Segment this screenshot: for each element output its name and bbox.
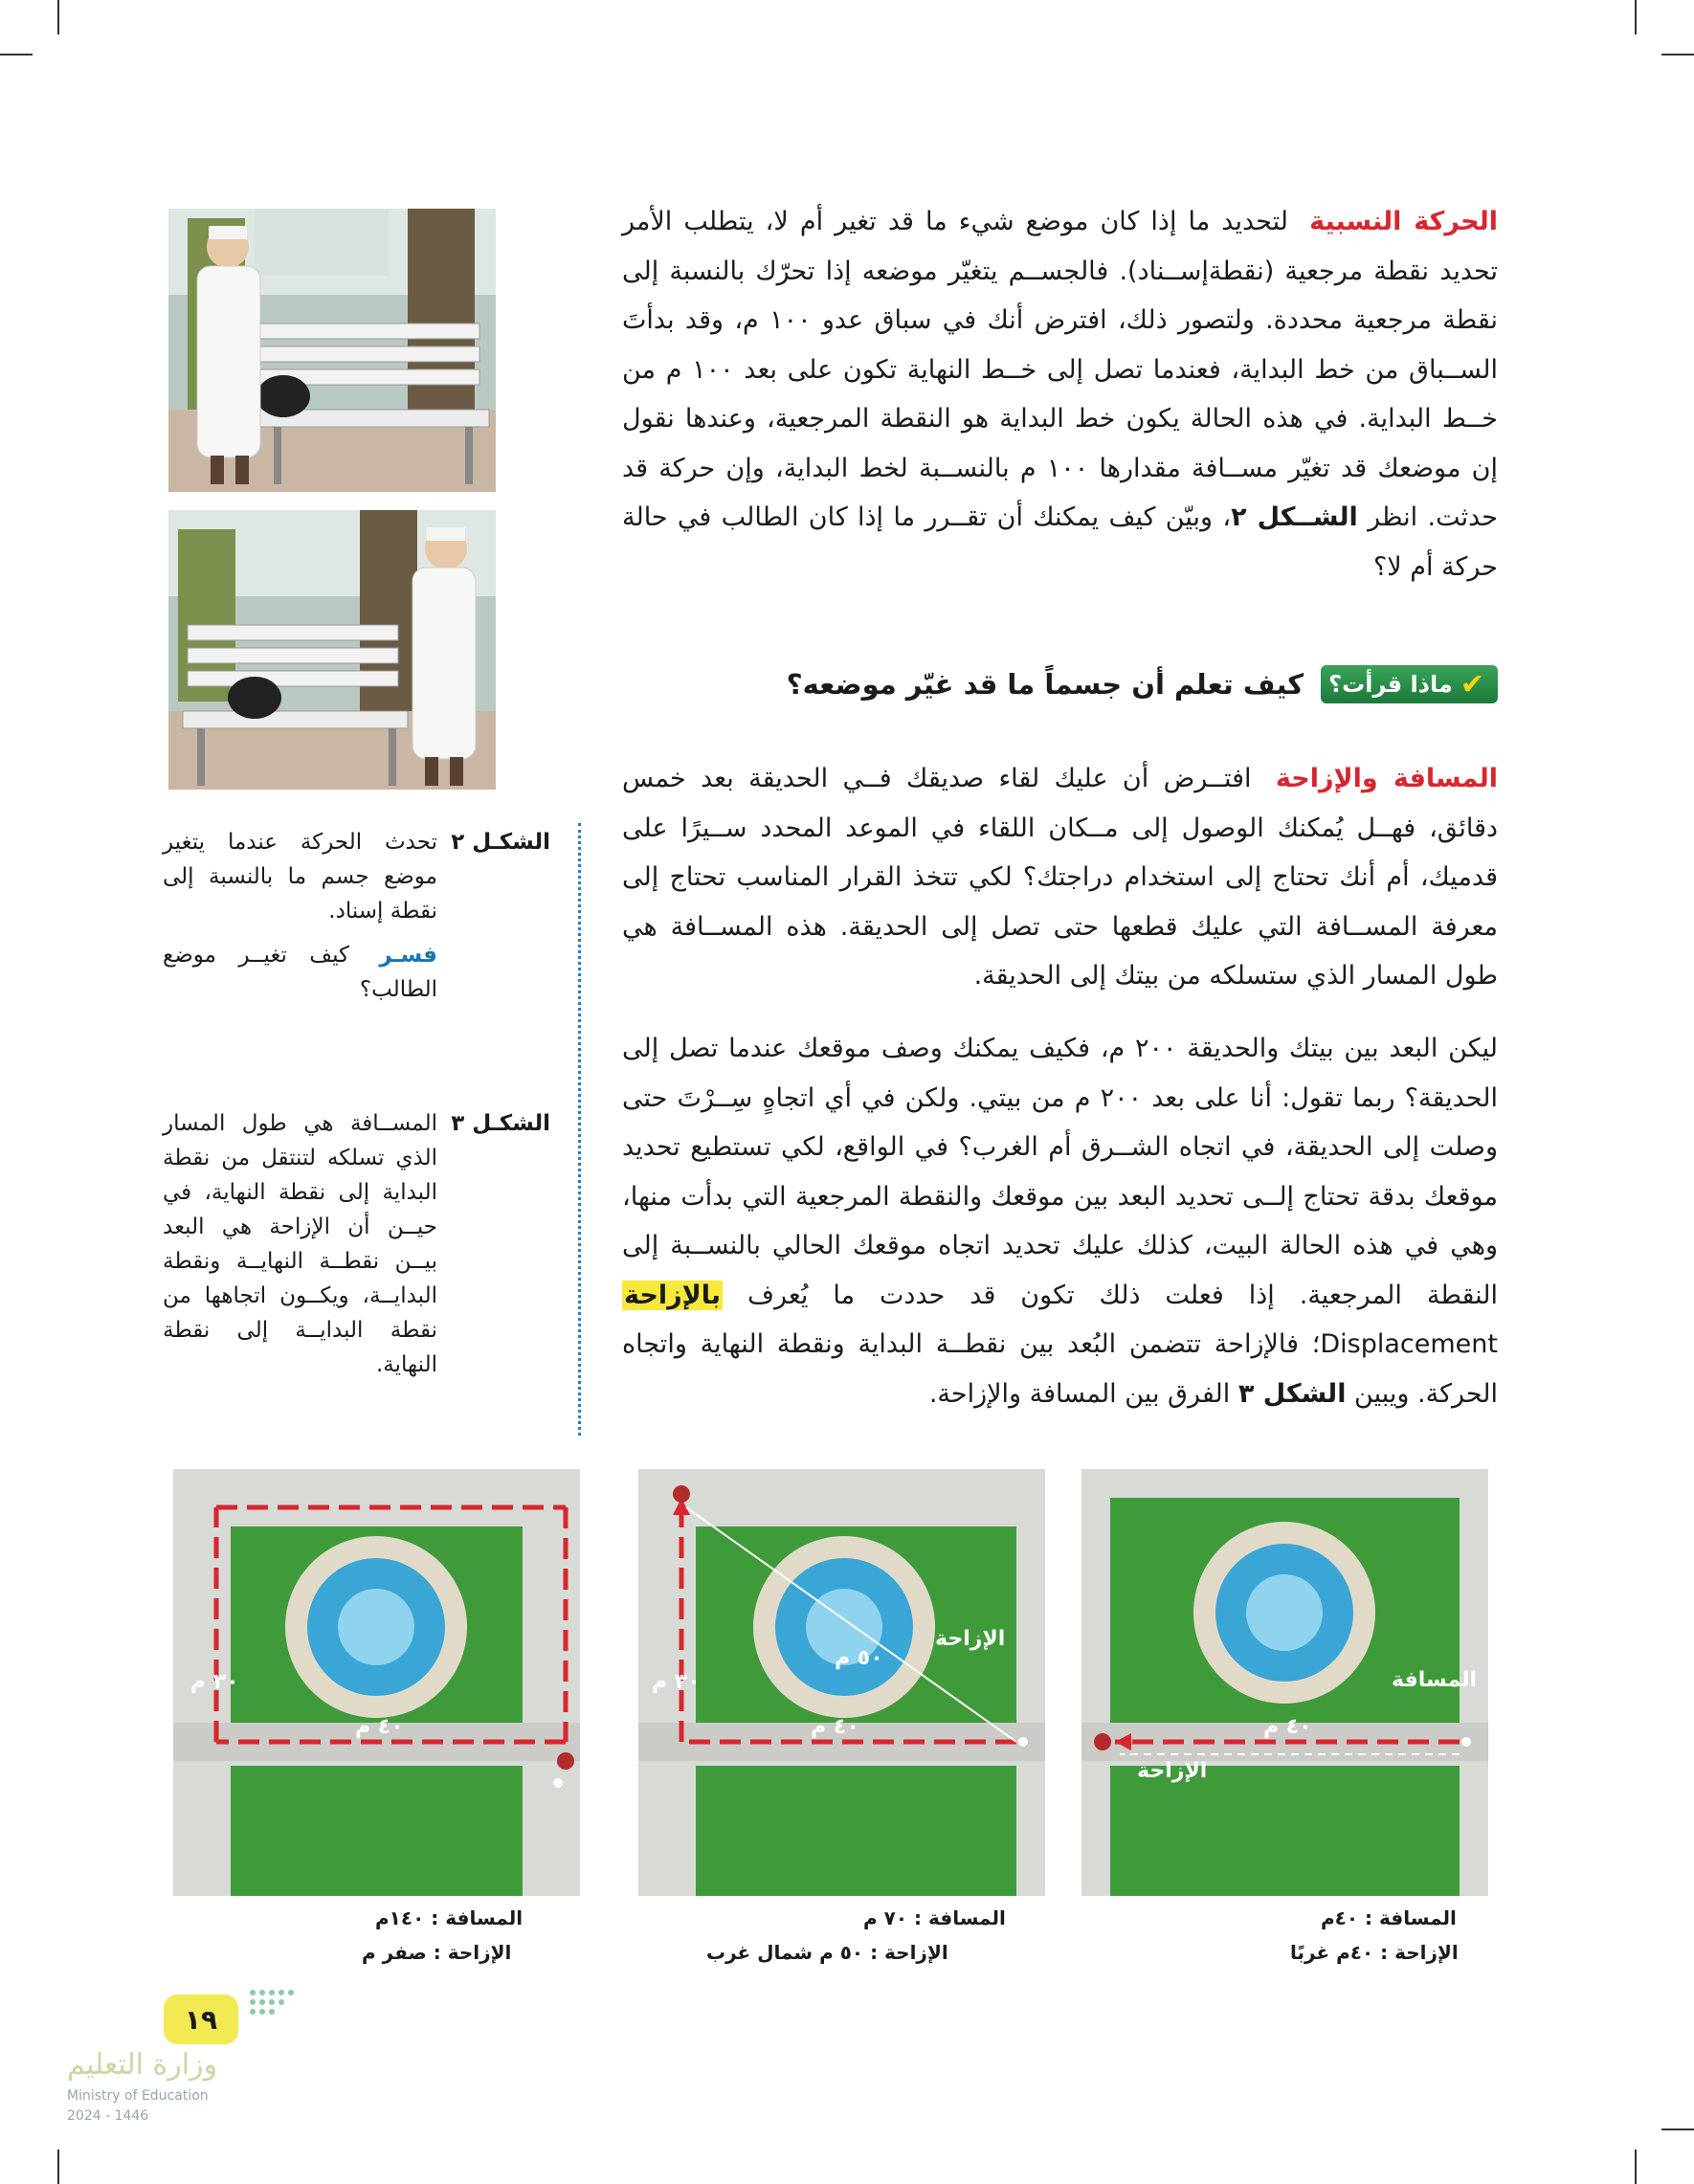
displacement-label: الإزاحة [935, 1627, 1006, 1651]
park-diagram-2 [638, 1469, 1045, 1896]
photo-student-left [168, 209, 496, 492]
segment-label: ٤٠ م [1263, 1715, 1312, 1739]
crop-mark [0, 54, 33, 56]
logo-dots [247, 1987, 314, 2025]
paragraph-text-tail: ، وبيّن كيف يمكنك أن تقــرر ما إذا كان الطالب في حالة حركة أم لا؟ [622, 502, 1498, 582]
paragraph-distance-displacement [622, 754, 1498, 1001]
stat-displacement-2: الإزاحة : ٥٠ م شمال غرب [706, 1941, 948, 1964]
caption-text: تحدث الحركة عندما يتغير موضع جسم ما بالنسبة إلى نقطة إسناد. [163, 830, 437, 924]
crop-mark [1661, 2128, 1694, 2130]
crop-mark [1635, 2150, 1637, 2184]
reading-check-label: ماذا قرأت؟ [1328, 671, 1453, 698]
term-relative-motion: الحركة النسبية [1309, 207, 1499, 236]
paragraph-text: Displacement؛ فالإزاحة تتضمن البُعد بين نقطــة البداية ونقطة النهاية واتجاه الحركة. ويبين [622, 1329, 1498, 1409]
interpret-label: فسـر [379, 943, 437, 968]
segment-h-label: ٤٠ م [811, 1715, 859, 1739]
caption-figure-2 [163, 825, 550, 1007]
figure-ref: الشكل ٣ [1237, 1378, 1347, 1409]
crop-mark [57, 2150, 59, 2184]
segment-diag-label: ٥٠ م [835, 1646, 883, 1670]
checkmark-icon: ✔ [1460, 667, 1484, 702]
paragraph-text: ليكن البعد بين بيتك والحديقة ٢٠٠ م، فكيف يمكنك وصف موقعك عندما تصل إلى الحديقة؟ ربما تقول: أنا على بعد ٢٠٠ م من بيتي. ولكن في أي اتجاهٍ سِــرْتَ حتى وصلت إلى الحديقة، في اتجاه الشــرق أم الغرب؟ في الواقع، لكي تستطيع تحديد موقعك بدقة تحتاج إلــى تحديد البعد بين موقعك والنقطة المرجعية التي بدأت منها، وهي في هذه الحالة البيت، كذلك عليك تحديد اتجاه موقعك الحالي بالنســبة إلى النقطة المرجعية. إذا فعلت ذلك تكون قد حددت ما يُعرف [622, 1034, 1499, 1310]
term-distance-displacement: المسافة والإزاحة [1275, 764, 1498, 793]
photo-student-right [168, 510, 496, 790]
caption-figure-3 [163, 1106, 550, 1382]
segment-v-label: ٣٠ م [652, 1670, 701, 1694]
reading-check-badge [1321, 665, 1498, 703]
column-divider [578, 823, 581, 1436]
caption-interpret [163, 938, 437, 1007]
paragraph-text: لتحديد ما إذا كان موضع شيء ما قد تغير أم لا، يتطلب الأمر تحديد نقطة مرجعية (نقطةإســناد). فالجســم يتغيّر موضعه إذا تحرّك بالنسبة إلى نقطة مرجعية محددة. ولتصور ذلك، افترض أنك في سباق عدو ١٠٠ م، وقد بدأتَ الســباق من خط البداية، فعندما تصل إلى خــط النهاية تكون على بعد ١٠٠ م من خــط البداية. في هذه الحالة يكون خط البداية هو النقطة المرجعية، وعندها نقول إن موضعك قد تغيّر مســافة مقدارها ١٠٠ م بالنســبة لخط البداية، وإن حركة قد حدثت. [622, 207, 1499, 532]
ministry-year: 2024 - 1446 [67, 2108, 149, 2124]
crop-mark [1635, 0, 1637, 34]
paragraph-displacement [622, 1024, 1498, 1418]
paragraph-text: افتــرض أن عليك لقاء صديقك فــي الحديقة بعد خمس دقائق، فهــل يُمكنك الوصول إلى مــكان اللقاء في الموعد المحدد ســيرًا على قدميك، أم أنك تحتاج إلى استخدام دراجتك؟ لكي تتخذ القرار المناسب تحتاج إلى معرفة المســافة التي عليك قطعها حتى تصل إلى الحديقة. هذه المســافة هي طول المسار الذي ستسلكه من بيتك إلى الحديقة. [622, 764, 1498, 991]
reading-check [787, 660, 1498, 708]
stat-distance-3: المسافة : ١٤٠م [375, 1906, 524, 1929]
caption-label: الشكـل ٢ [451, 830, 550, 855]
distance-label: المسافة [1392, 1668, 1477, 1692]
figure-ref: الشــكل ٢ [1231, 502, 1358, 532]
crop-mark [1661, 54, 1694, 56]
reading-check-question: كيف تعلم أن جسماً ما قد غيّر موضعه؟ [786, 668, 1304, 701]
figure-ref-pre: انظر [1368, 502, 1418, 532]
paragraph-text: الفرق بين المسافة والإزاحة. [928, 1378, 1231, 1409]
stat-distance-2: المسافة : ٧٠ م [863, 1906, 1006, 1929]
segment-v-label: ٣٠ م [190, 1670, 239, 1694]
park-diagram-3 [173, 1469, 580, 1896]
displacement-label: الإزاحة [1137, 1759, 1208, 1783]
stat-displacement-1: الإزاحة : ٤٠م غربًا [1290, 1941, 1459, 1964]
page-number: ١٩ [164, 1995, 238, 2044]
segment-h-label: ٤٠ م [355, 1715, 404, 1739]
park-diagram-1 [1081, 1469, 1488, 1896]
highlighted-term: بالإزاحة [624, 1280, 722, 1310]
ministry-logo-en: Ministry of Education [67, 2088, 209, 2104]
stat-distance-1: المسافة : ٤٠م [1321, 1906, 1457, 1929]
paragraph-relative-motion [622, 197, 1498, 591]
caption-label: الشكـل ٣ [451, 1111, 550, 1136]
stat-displacement-3: الإزاحة : صفر م [362, 1941, 512, 1964]
crop-mark [57, 0, 59, 34]
caption-text: المســافة هي طول المسار الذي تسلكه لتنتقل من نقطة البداية إلى نقطة النهاية، في حيــن أن الإزاحة هي البعد بيــن نقطــة النهايــة ونقطة البدايــة، ويكــون اتجاهها من نقطة البدايــة إلى نقطة النهاية. [163, 1111, 437, 1377]
ministry-logo-ar: وزارة التعليم [67, 2048, 218, 2082]
interpret-text: كيف تغيــر موضع الطالب؟ [163, 943, 437, 1002]
